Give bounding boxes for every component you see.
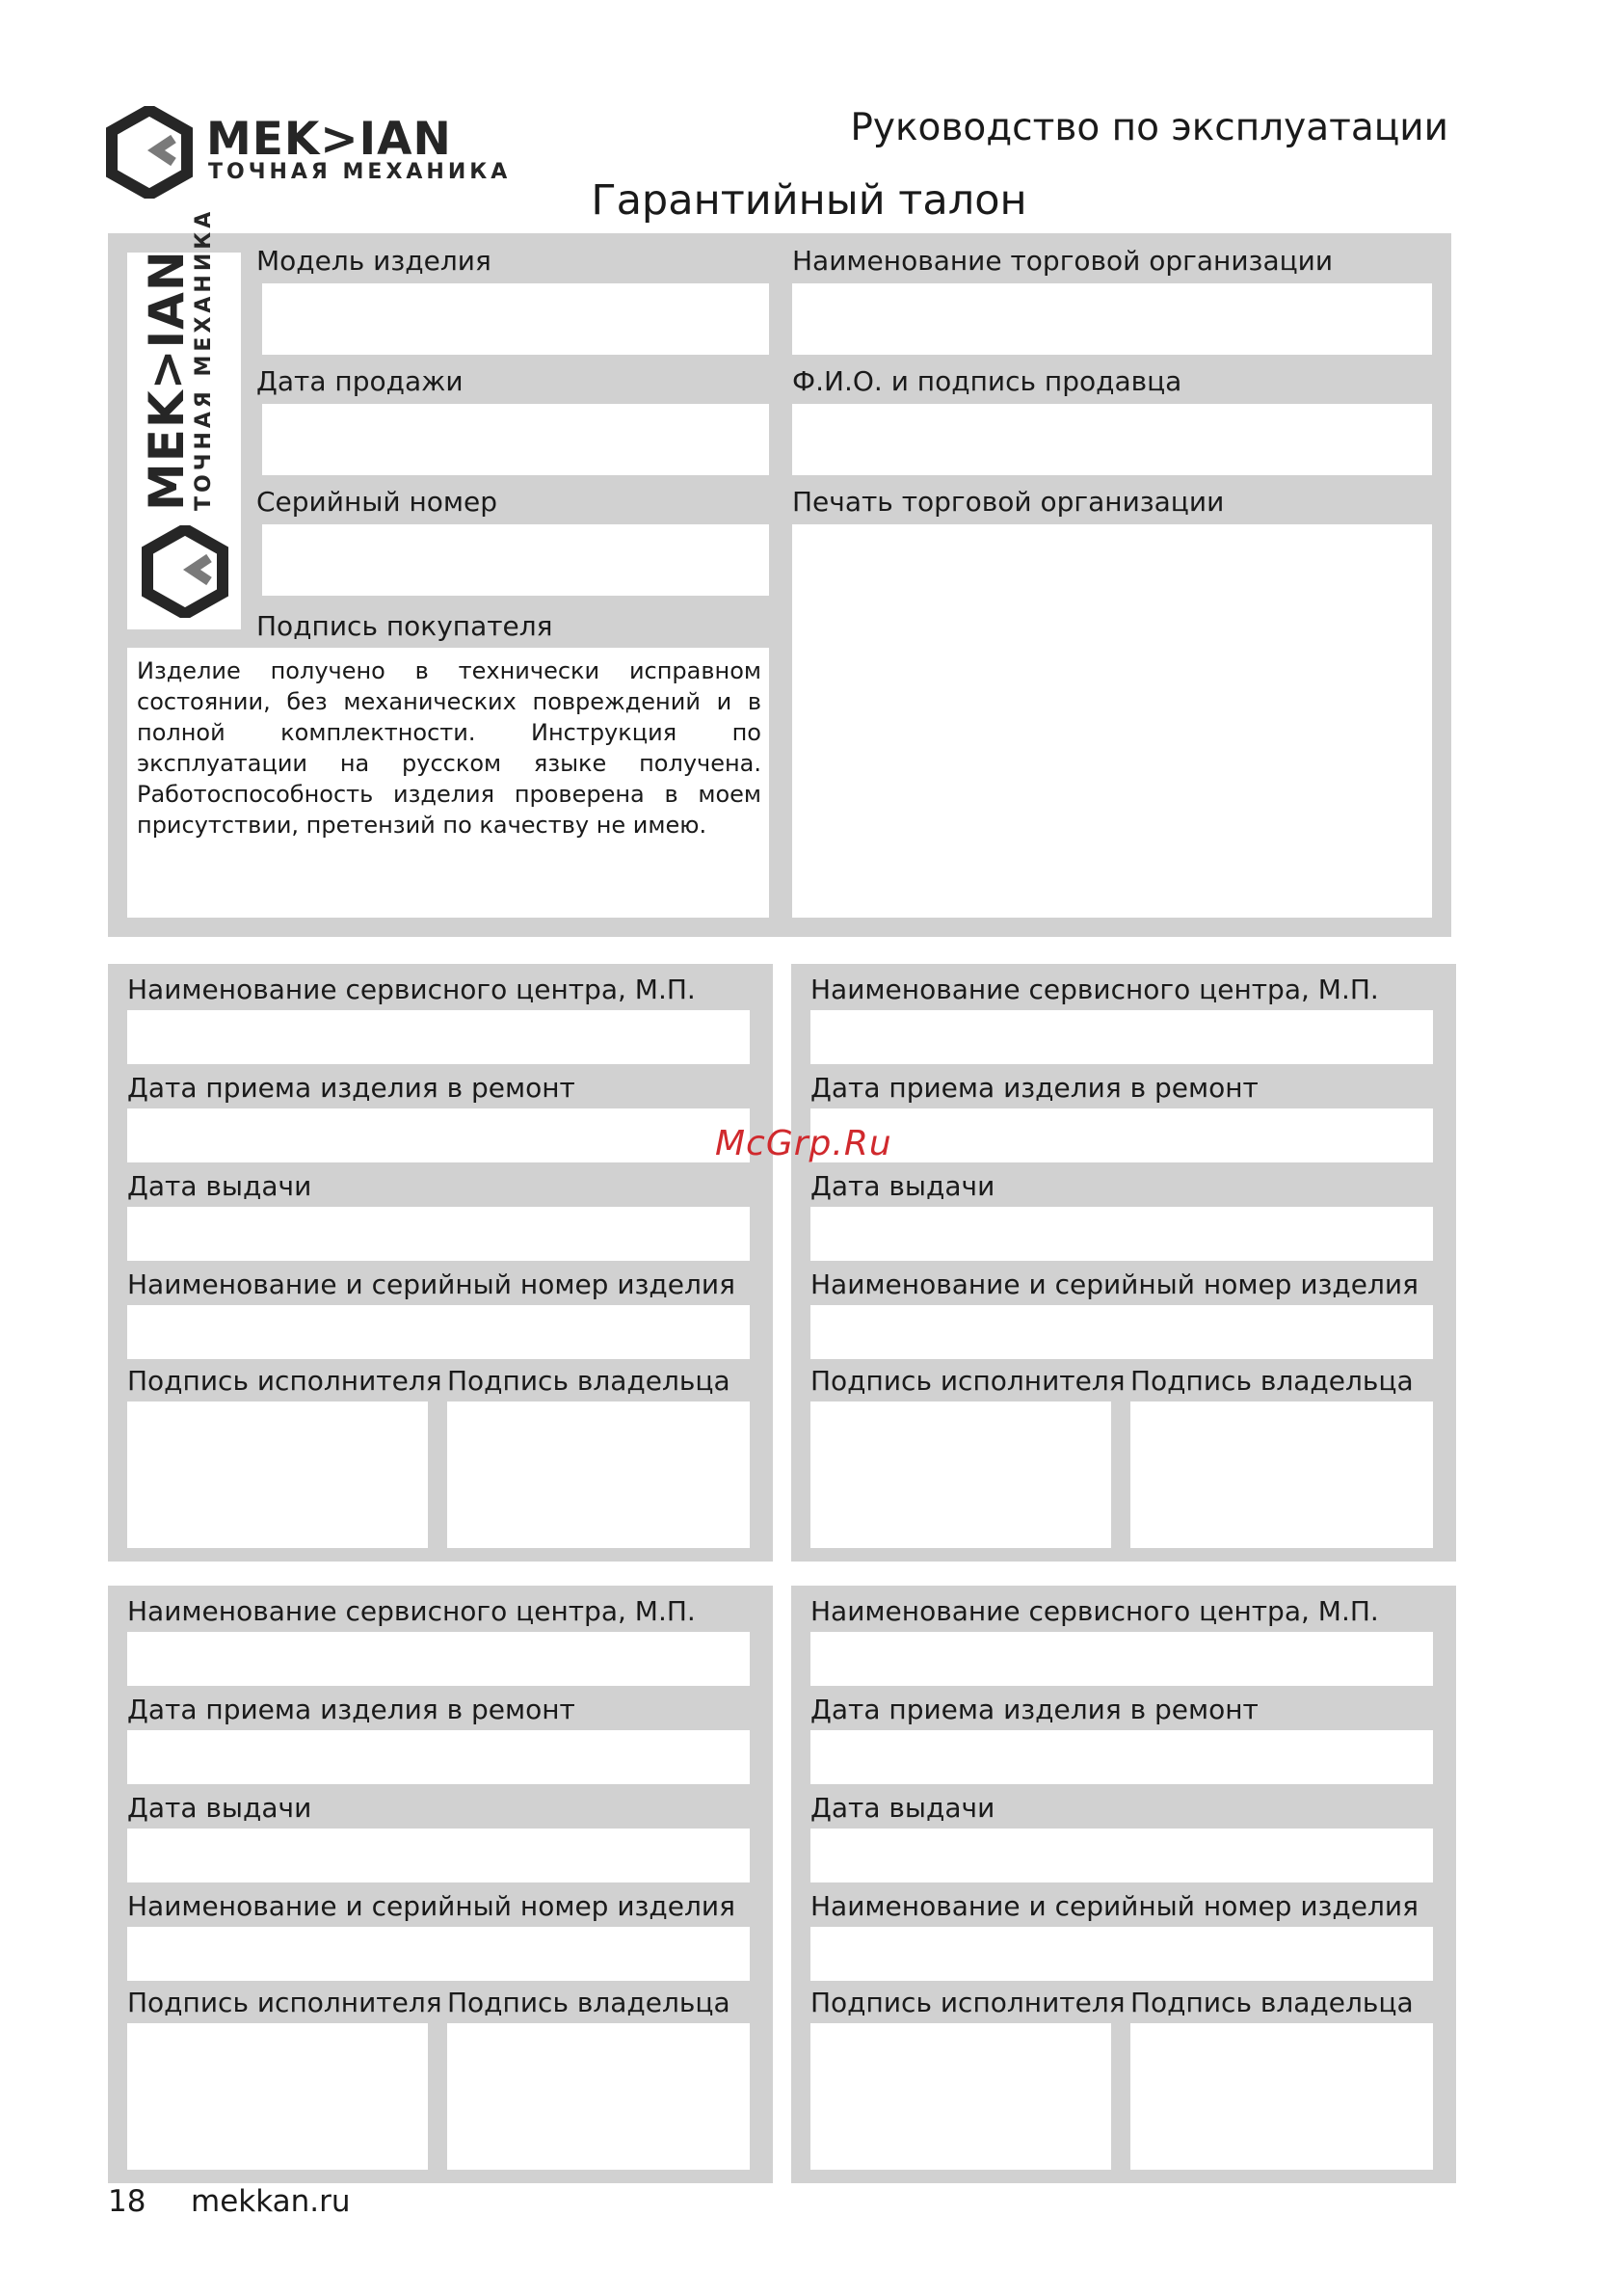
page-title: Гарантийный талон xyxy=(591,176,1027,225)
owner-sign-label: Подпись владельца xyxy=(447,1987,730,2018)
owner-sign-field[interactable] xyxy=(1130,2023,1433,2170)
product-field[interactable] xyxy=(127,1927,750,1981)
serial-label: Серийный номер xyxy=(256,486,498,518)
trade-org-label: Наименование торговой организации xyxy=(792,245,1334,277)
sale-date-field[interactable] xyxy=(262,404,769,475)
executor-sign-label: Подпись исполнителя xyxy=(810,1987,1126,2018)
issue-date-field[interactable] xyxy=(810,1829,1433,1882)
owner-sign-field[interactable] xyxy=(447,2023,750,2170)
executor-sign-field[interactable] xyxy=(127,1402,428,1548)
service-card xyxy=(108,964,773,1562)
stamp-label: Печать торговой организации xyxy=(792,486,1225,518)
center-label: Наименование сервисного центра, М.П. xyxy=(810,1595,1379,1627)
issue-date-field[interactable] xyxy=(127,1207,750,1261)
accept-date-field[interactable] xyxy=(127,1730,750,1784)
stamp-field[interactable] xyxy=(792,524,1432,918)
accept-date-label: Дата приема изделия в ремонт xyxy=(127,1072,575,1104)
model-label: Модель изделия xyxy=(256,245,491,277)
executor-sign-label: Подпись исполнителя xyxy=(127,1365,442,1397)
issue-date-label: Дата выдачи xyxy=(127,1170,312,1202)
page-number: 18 xyxy=(108,2184,146,2219)
side-logo-text xyxy=(139,207,218,511)
trade-org-field[interactable] xyxy=(792,283,1432,355)
issue-date-label: Дата выдачи xyxy=(810,1170,995,1202)
center-label: Наименование сервисного центра, М.П. xyxy=(127,1595,696,1627)
center-field[interactable] xyxy=(127,1632,750,1686)
executor-sign-field[interactable] xyxy=(810,1402,1111,1548)
product-field[interactable] xyxy=(810,1305,1433,1359)
product-label: Наименование и серийный номер изделия xyxy=(127,1890,735,1922)
product-field[interactable] xyxy=(810,1927,1433,1981)
accept-date-label: Дата приема изделия в ремонт xyxy=(810,1072,1259,1104)
product-label: Наименование и серийный номер изделия xyxy=(127,1268,735,1300)
owner-sign-field[interactable] xyxy=(447,1402,750,1548)
product-label: Наименование и серийный номер изделия xyxy=(810,1890,1419,1922)
accept-date-label: Дата приема изделия в ремонт xyxy=(127,1694,575,1725)
issue-date-label: Дата выдачи xyxy=(810,1792,995,1824)
executor-sign-field[interactable] xyxy=(127,2023,428,2170)
side-brand-name: MEK>IAN xyxy=(139,250,195,511)
executor-sign-field[interactable] xyxy=(810,2023,1111,2170)
issue-date-field[interactable] xyxy=(810,1207,1433,1261)
service-card xyxy=(791,964,1456,1562)
sale-date-label: Дата продажи xyxy=(256,365,464,397)
owner-sign-field[interactable] xyxy=(1130,1402,1433,1548)
product-label: Наименование и серийный номер изделия xyxy=(810,1268,1419,1300)
owner-sign-label: Подпись владельца xyxy=(1130,1365,1414,1397)
issue-date-label: Дата выдачи xyxy=(127,1792,312,1824)
accept-date-label: Дата приема изделия в ремонт xyxy=(810,1694,1259,1725)
buyer-statement: Изделие получено в технически исправном состоянии, без механических повреждений и в полной комплектности. Инструкция по эксплуатации на русском языке получена. Работоспособность изделия проверена в моем присутствии, претензий по качеству не имею. xyxy=(137,657,761,839)
side-logo-icon xyxy=(137,525,233,618)
executor-sign-label: Подпись исполнителя xyxy=(127,1987,442,2018)
accept-date-field[interactable] xyxy=(810,1730,1433,1784)
owner-sign-label: Подпись владельца xyxy=(447,1365,730,1397)
service-card xyxy=(108,1586,773,2183)
manual-title: Руководство по эксплуатации xyxy=(850,106,1448,149)
buyer-sign-label: Подпись покупателя xyxy=(256,610,553,642)
side-brand-subtitle: ТОЧНАЯ МЕХАНИКА xyxy=(192,207,216,511)
center-field[interactable] xyxy=(810,1010,1433,1064)
accept-date-field[interactable] xyxy=(810,1108,1433,1162)
executor-sign-label: Подпись исполнителя xyxy=(810,1365,1126,1397)
brand-subtitle: ТОЧНАЯ МЕХАНИКА xyxy=(208,160,512,184)
center-field[interactable] xyxy=(810,1632,1433,1686)
product-field[interactable] xyxy=(127,1305,750,1359)
seller-label: Ф.И.О. и подпись продавца xyxy=(792,365,1182,397)
center-field[interactable] xyxy=(127,1010,750,1064)
seller-field[interactable] xyxy=(792,404,1432,475)
watermark: McGrp.Ru xyxy=(715,1124,892,1163)
issue-date-field[interactable] xyxy=(127,1829,750,1882)
service-card xyxy=(791,1586,1456,2183)
model-field[interactable] xyxy=(262,283,769,355)
footer-site-link[interactable]: mekkan.ru xyxy=(191,2184,351,2219)
owner-sign-label: Подпись владельца xyxy=(1130,1987,1414,2018)
center-label: Наименование сервисного центра, М.П. xyxy=(810,974,1379,1005)
serial-field[interactable] xyxy=(262,524,769,596)
accept-date-field[interactable] xyxy=(127,1108,750,1162)
center-label: Наименование сервисного центра, М.П. xyxy=(127,974,696,1005)
brand-name: MEK>IAN xyxy=(206,113,452,166)
